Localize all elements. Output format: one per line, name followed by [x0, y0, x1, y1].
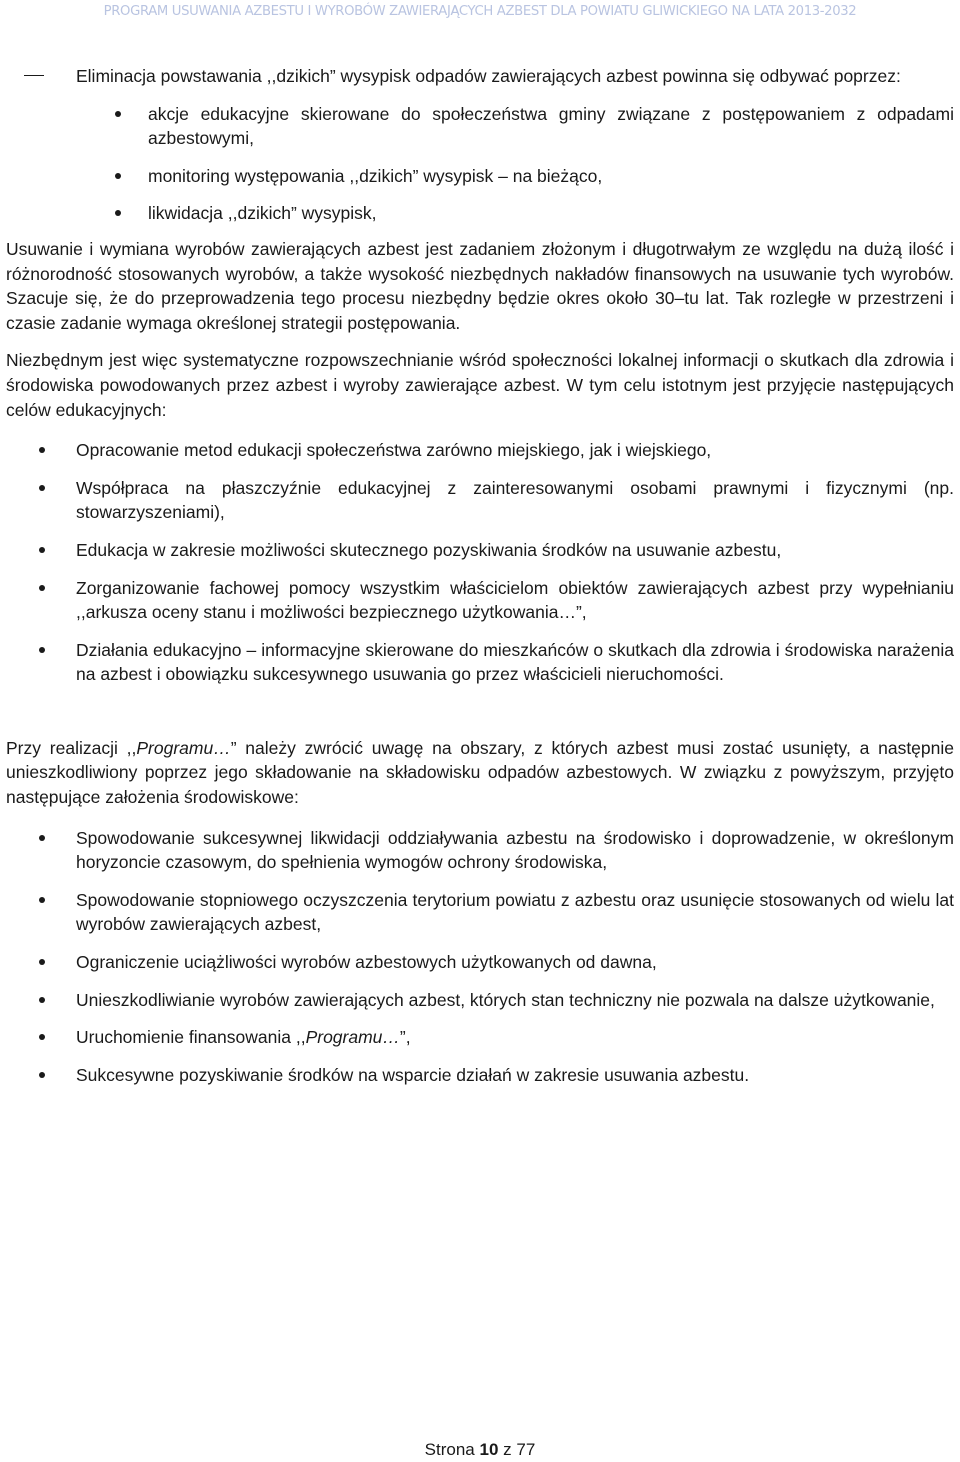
dash-list-item — [6, 64, 954, 89]
page-content — [6, 64, 954, 1087]
edu-goal-item — [6, 538, 954, 563]
env-goal-item — [6, 888, 954, 937]
bullet-icon — [39, 585, 45, 591]
edu-goal-text: Edukacja w zakresie możliwości skutecznego pozyskiwania środków na usuwanie azbestu, — [76, 539, 782, 560]
env-goal-item — [6, 1025, 954, 1050]
bullet-icon — [39, 897, 45, 903]
p3-program-italic: Programu… — [136, 737, 231, 758]
programu-after: ”, — [399, 1027, 411, 1048]
env-goal-text: Sukcesywne pozyskiwanie środków na wsparcie działań w zakresie usuwania azbestu. — [76, 1064, 750, 1085]
page-number: 10 — [479, 1440, 499, 1459]
env-goal-text — [76, 1027, 411, 1047]
bullet-icon — [39, 959, 45, 965]
paragraph-strategy: Usuwanie i wymiana wyrobów zawierających azbest jest zadaniem złożonym i długotrwałym ze względu na dużą ilość i różnorodność stosowanych wyrobów, a także wysokość niezbędnych nakładów finansowych na usuwanie tych wyrobów. Szacuje się, że do przeprowadzenia tego procesu niezbędny będzie okres około 30–tu lat. Tak rozległe w przestrzeni i czasie zadanie wymaga określonej strategii postępowania. — [6, 238, 954, 333]
bullet-icon — [39, 447, 45, 453]
paragraph-education-intro: Niezbędnym jest więc systematyczne rozpowszechnianie wśród społeczności lokalnej informacji o skutkach dla zdrowia i środowiska powodowanych przez azbest i wyroby zawierające azbest. W tym celu istotnym jest przyjęcie następujących celów edukacyjnych: — [6, 350, 954, 420]
env-goal-item — [6, 1063, 954, 1088]
edu-goal-item — [6, 476, 954, 525]
env-goal-text: Ograniczenie uciążliwości wyrobów azbestowych użytkowanych od dawna, — [76, 952, 657, 973]
dash-item-text: Eliminacja powstawania ,,dzikich” wysypisk odpadów zawierających azbest powinna się odbywać poprzez: — [76, 66, 901, 86]
sub-list-item — [6, 164, 954, 189]
edu-goal-text: Opracowanie metod edukacji społeczeństwa zarówno miejskiego, jak i wiejskiego, — [76, 440, 712, 461]
dash-marker — [24, 75, 44, 76]
sub-item-text: monitoring występowania ,,dzikich” wysypisk – na bieżąco, — [148, 165, 603, 186]
bullet-icon — [39, 1072, 45, 1078]
footer-prefix: Strona — [424, 1440, 475, 1459]
edu-goal-text: Zorganizowanie fachowej pomocy wszystkim właścicielom obiektów zawierających azbest przy wypełnianiu ,,arkusza oceny stanu i możliwości bezpiecznego użytkowania…”, — [76, 577, 954, 623]
edu-goal-item — [6, 438, 954, 463]
sub-list-item — [6, 201, 954, 226]
sub-item-text: likwidacja ,,dzikich” wysypisk, — [148, 203, 377, 224]
total-pages: 77 — [516, 1440, 536, 1459]
bullet-icon — [115, 173, 121, 179]
p3-before: Przy realizacji ,, — [6, 737, 137, 758]
bullet-icon — [39, 647, 45, 653]
env-goal-item — [6, 950, 954, 975]
env-goal-item — [6, 826, 954, 875]
env-goal-text: Unieszkodliwianie wyrobów zawierających azbest, których stan techniczny nie pozwala na dalsze użytkowanie, — [76, 989, 935, 1010]
footer-middle: z — [503, 1440, 512, 1459]
bullet-icon — [39, 547, 45, 553]
bullet-icon — [39, 485, 45, 491]
edu-goal-item — [6, 576, 954, 625]
bullet-icon — [115, 210, 121, 216]
edu-goal-item — [6, 638, 954, 687]
env-goal-item — [6, 988, 954, 1013]
page-footer — [0, 1440, 960, 1460]
sub-list-item — [6, 102, 954, 151]
bullet-icon — [39, 1034, 45, 1040]
bullet-icon — [39, 997, 45, 1003]
running-header: PROGRAM USUWANIA AZBESTU I WYROBÓW ZAWIERAJĄCYCH AZBEST DLA POWIATU GLIWICKIEGO NA LATA 2013-2032 — [103, 4, 857, 19]
bullet-icon — [115, 111, 121, 117]
paragraph-environment-intro — [6, 736, 954, 810]
p3-after: ” należy zwrócić uwagę na obszary, z których azbest musi zostać usunięty, a następnie unieszkodliwiony poprzez jego składowanie na składowisku odpadów azbestowych. W związku z powyższym, przyjęto następujące założenia środowiskowe: — [6, 737, 954, 808]
env-goal-text: Spowodowanie stopniowego oczyszczenia terytorium powiatu z azbestu oraz usunięcie stosowanych od wielu lat wyrobów zawierających azbest, — [76, 889, 954, 935]
edu-goal-text: Działania edukacyjno – informacyjne skierowane do mieszkańców o skutkach dla zdrowia i środowiska narażenia na azbest i obowiązku sukcesywnego usuwania go przez właścicieli nieruchomości. — [76, 639, 954, 685]
sub-item-text: akcje edukacyjne skierowane do społeczeństwa gminy związane z postępowaniem z odpadami azbestowymi, — [148, 103, 954, 149]
programu-italic: Programu… — [305, 1027, 400, 1048]
edu-goal-text: Współpraca na płaszczyźnie edukacyjnej z zainteresowanymi osobami prawnymi i fizycznymi (np. stowarzyszeniami), — [76, 477, 954, 523]
bullet-icon — [39, 835, 45, 841]
env-goal-text: Spowodowanie sukcesywnej likwidacji oddziaływania azbestu na środowisko i doprowadzenie, w określonym horyzoncie czasowym, do spełnienia wymogów ochrony środowiska, — [76, 827, 954, 873]
programu-before: Uruchomienie finansowania ,, — [76, 1027, 306, 1048]
